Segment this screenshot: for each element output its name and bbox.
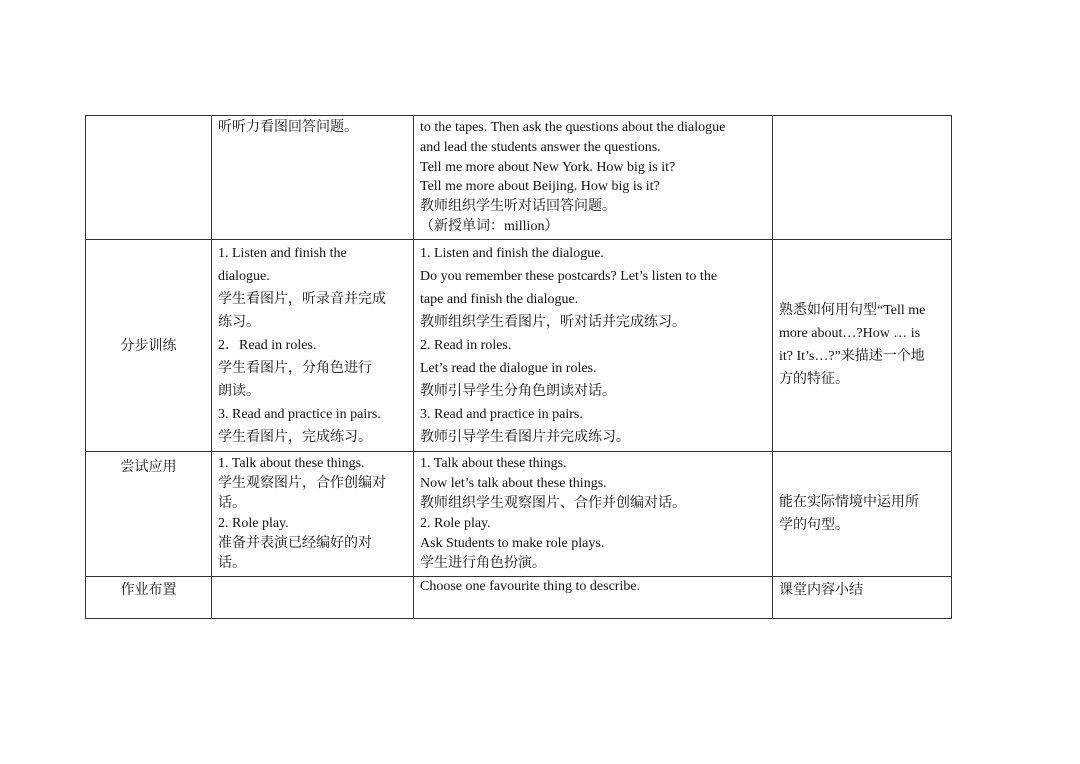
text-line: dialogue. <box>218 268 270 284</box>
text-line: more about…?How … is <box>779 326 921 342</box>
text-line: 方的特征。 <box>779 372 849 388</box>
stage-label: 尝试应用 <box>120 459 177 475</box>
student-activity-cell <box>212 239 414 451</box>
text-line: 教师引导学生看图片并完成练习。 <box>420 429 630 445</box>
text-line: 课堂内容小结 <box>779 582 863 598</box>
text-line: Now let’s talk about these things. <box>420 475 607 491</box>
aim-cell <box>773 116 952 240</box>
text-line: 2. Read in roles. <box>420 337 512 353</box>
teacher-activity-cell <box>414 576 773 618</box>
text-line: 2．Read in roles. <box>218 337 317 353</box>
text-line: Tell me more about New York. How big is it? <box>420 159 676 175</box>
teacher-activity-cell <box>414 239 773 451</box>
text-line: tape and finish the dialogue. <box>420 291 579 307</box>
student-activity-cell <box>212 451 414 576</box>
aim-cell <box>773 451 952 576</box>
text-line: 学生观察图片，合作创编对 <box>218 475 386 491</box>
text-line: 学生看图片，听录音并完成 <box>218 291 386 307</box>
text-line: 教师组织学生看图片，听对话并完成练习。 <box>420 314 686 330</box>
table-row <box>86 239 952 451</box>
text-line: 学生看图片，分角色进行 <box>218 360 372 376</box>
text-line: 2. Role play. <box>420 515 491 531</box>
stage-label: 作业布置 <box>120 582 177 598</box>
table-row <box>86 451 952 576</box>
text-line: 准备并表演已经编好的对 <box>218 535 372 551</box>
teacher-activity-cell <box>414 451 773 576</box>
text-line: 教师引导学生分角色朗读对话。 <box>420 383 616 399</box>
text-line: 1. Listen and finish the dialogue. <box>420 245 604 261</box>
text-line: 能在实际情境中运用所 <box>779 494 919 510</box>
student-activity-cell <box>212 116 414 240</box>
text-line: 听听力看图回答问题。 <box>218 120 358 135</box>
student-activity-cell <box>212 576 414 618</box>
text-line: （新授单词：million） <box>420 218 559 234</box>
stage-cell <box>86 239 212 451</box>
stage-label: 分步训练 <box>120 339 177 355</box>
text-line: Let’s read the dialogue in roles. <box>420 360 597 376</box>
text-line: to the tapes. Then ask the questions about the dialogue <box>420 120 726 135</box>
text-line: 话。 <box>218 495 246 511</box>
text-line: Choose one favourite thing to describe. <box>420 578 641 594</box>
teacher-activity-cell <box>414 116 773 240</box>
text-line: Tell me more about Beijing. How big is it? <box>420 179 660 195</box>
text-line: and lead the students answer the questions. <box>420 139 661 155</box>
aim-cell <box>773 239 952 451</box>
text-line: 练习。 <box>218 314 260 330</box>
lesson-plan-table <box>85 115 952 619</box>
text-line: 学生进行角色扮演。 <box>420 555 546 571</box>
stage-cell <box>86 576 212 618</box>
stage-cell <box>86 116 212 240</box>
text-line: 2. Role play. <box>218 515 289 531</box>
stage-cell <box>86 451 212 576</box>
text-line: Do you remember these postcards? Let’s listen to the <box>420 268 718 284</box>
text-line: Ask Students to make role plays. <box>420 535 605 551</box>
table-row <box>86 576 952 618</box>
text-line: 学生看图片，完成练习。 <box>218 429 372 445</box>
table-row <box>86 116 952 240</box>
aim-cell <box>773 576 952 618</box>
text-line: 3. Read and practice in pairs. <box>420 406 583 422</box>
text-line: 话。 <box>218 555 246 571</box>
text-line: 1. Listen and finish the <box>218 245 347 261</box>
text-line: 朗读。 <box>218 383 260 399</box>
text-line: 3. Read and practice in pairs. <box>218 406 381 422</box>
text-line: 学的句型。 <box>779 517 849 533</box>
text-line: 1. Talk about these things. <box>218 455 365 471</box>
text-line: 熟悉如何用句型“Tell me <box>779 303 926 319</box>
text-line: 教师组织学生听对话回答问题。 <box>420 199 616 215</box>
text-line: it? It’s…?”来描述一个地 <box>779 349 925 365</box>
text-line: 教师组织学生观察图片、合作并创编对话。 <box>420 495 686 511</box>
text-line: 1. Talk about these things. <box>420 455 567 471</box>
